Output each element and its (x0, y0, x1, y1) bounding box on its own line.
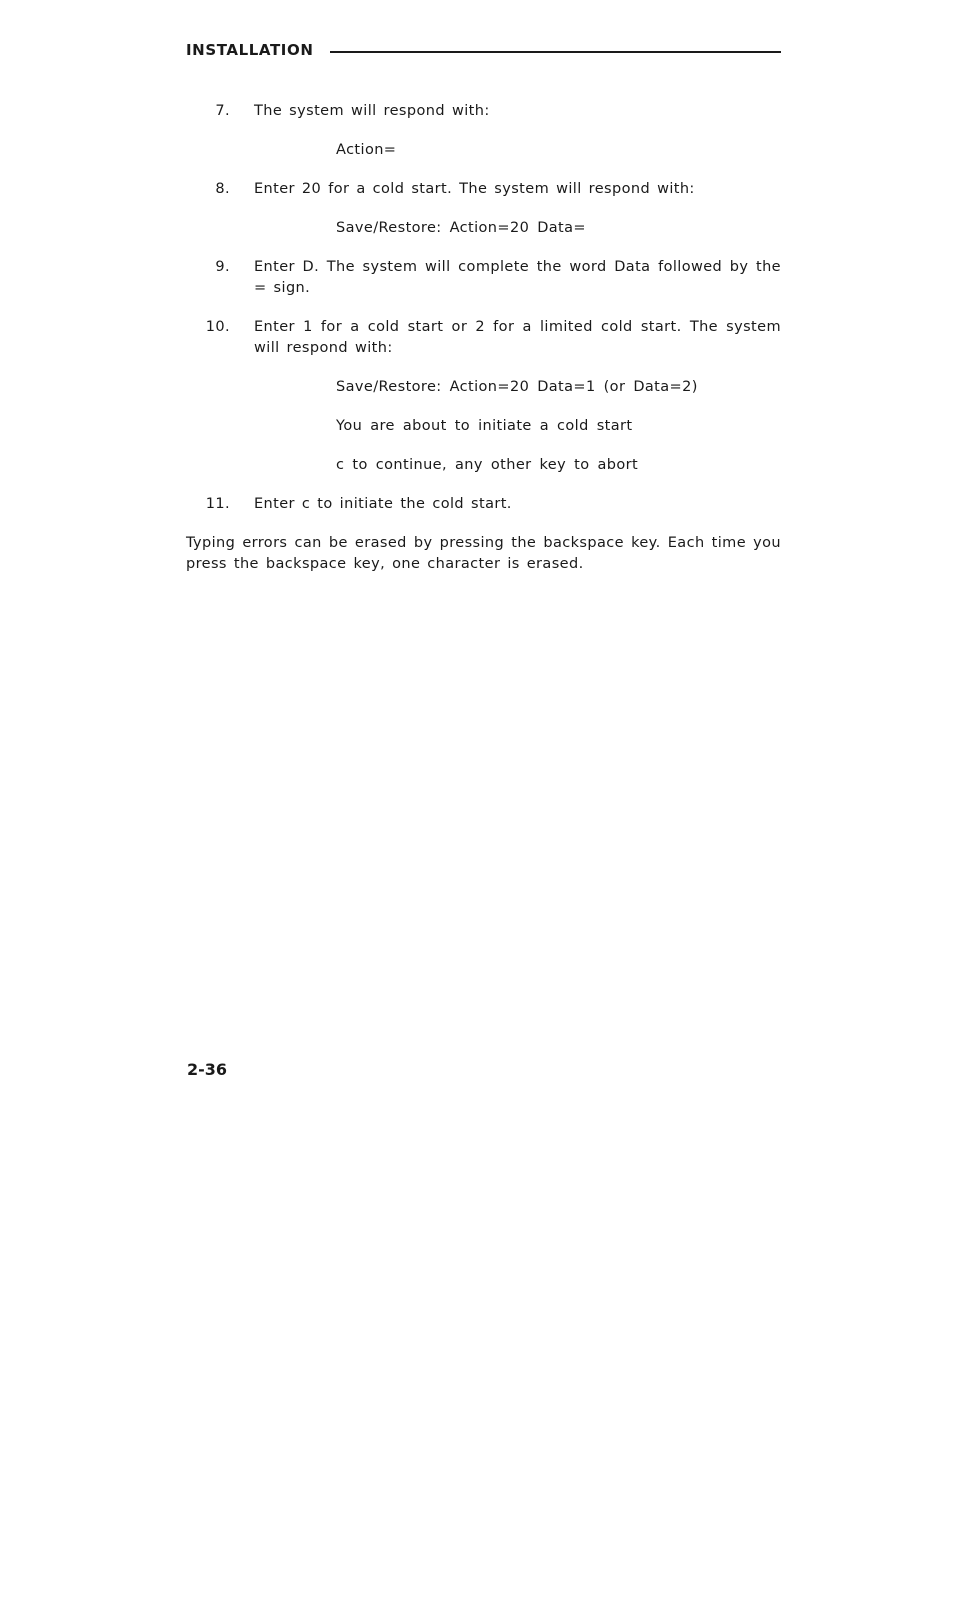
step-number: 8. (215, 181, 230, 197)
step-text: Enter 20 for a cold start. The system will respond with: (254, 181, 695, 197)
step-number: 9. (215, 259, 230, 275)
step-10 (186, 317, 781, 359)
step-text: Enter c to initiate the cold start. (254, 496, 512, 512)
system-response: You are about to initiate a cold start (336, 418, 633, 434)
section-title: INSTALLATION (186, 41, 314, 59)
system-response: Save/Restore: Action=20 Data= (336, 220, 586, 236)
backspace-note: Typing errors can be erased by pressing the backspace key. Each time you press the backspace key, one character is erased. (186, 535, 781, 572)
step-7 (186, 101, 781, 122)
page-header (186, 41, 781, 61)
step-number: 7. (215, 103, 230, 119)
step-text: Enter 1 for a cold start or 2 for a limited cold start. The system will respond with: (254, 319, 781, 356)
system-response: Action= (336, 142, 397, 158)
step-text: Enter D. The system will complete the word Data followed by the = sign. (254, 259, 781, 296)
step-8 (186, 179, 781, 200)
page-number: 2-36 (187, 1060, 228, 1079)
system-response: c to continue, any other key to abort (336, 457, 639, 473)
step-number: 10. (205, 319, 230, 335)
header-rule (330, 51, 781, 53)
step-11 (186, 494, 781, 515)
page-content (186, 101, 781, 575)
step-9 (186, 257, 781, 299)
system-response: Save/Restore: Action=20 Data=1 (or Data=2) (336, 379, 698, 395)
step-text: The system will respond with: (254, 103, 490, 119)
step-number: 11. (205, 496, 230, 512)
